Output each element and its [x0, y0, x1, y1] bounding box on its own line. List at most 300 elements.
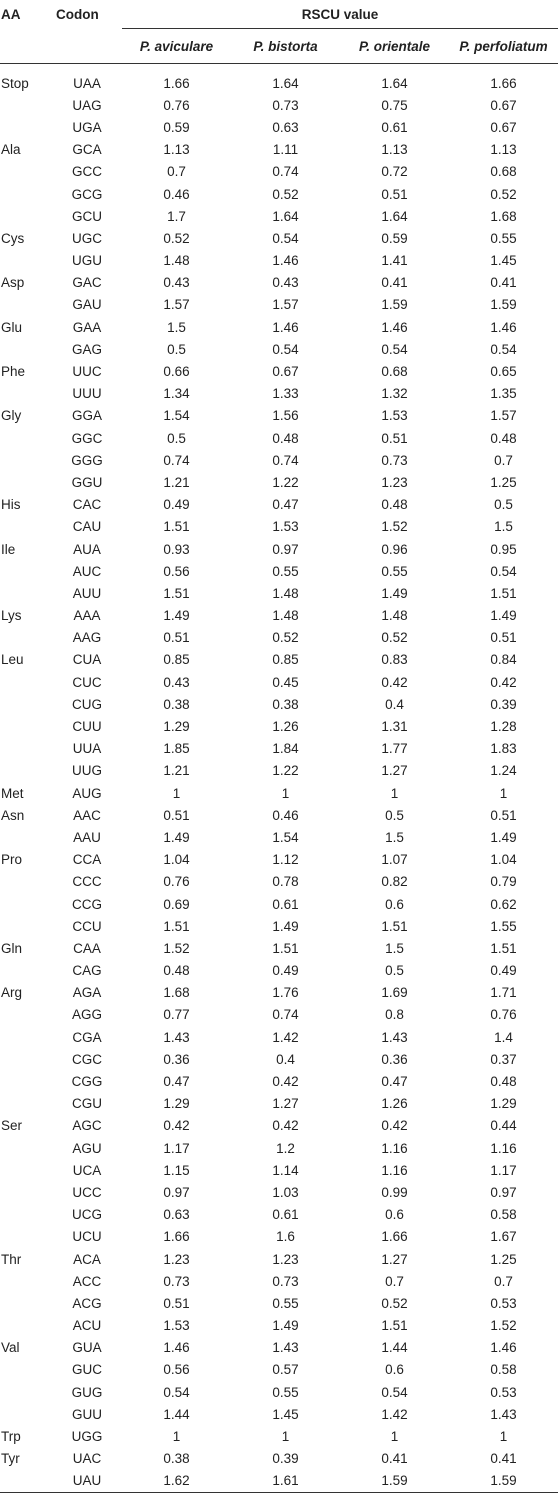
- amino-acid-cell: [0, 693, 52, 715]
- rscu-value-cell: 0.65: [490, 364, 517, 380]
- amino-acid-cell: Asn: [1, 807, 25, 823]
- rscu-value-cell: 0.75: [381, 97, 408, 113]
- amino-acid-cell: [0, 383, 52, 405]
- rscu-value-cell: 0.53: [490, 1295, 517, 1311]
- header-species-3: P. orientale: [340, 29, 449, 64]
- amino-acid-cell: [0, 893, 52, 915]
- rscu-value-cell: 1: [499, 1429, 508, 1445]
- rscu-value-cell: 0.48: [490, 430, 517, 446]
- rscu-value-cell: 0.63: [272, 119, 299, 135]
- rscu-value-cell: 0.42: [272, 1118, 299, 1134]
- rscu-value-cell: 1.45: [272, 1406, 299, 1422]
- table-row: [0, 760, 558, 782]
- codon-cell: AGG: [71, 1007, 102, 1023]
- rscu-value-cell: 0.48: [163, 963, 190, 979]
- table-row: [0, 937, 558, 959]
- rscu-value-cell: 0.48: [490, 1074, 517, 1090]
- rscu-value-cell: 1.64: [272, 75, 299, 91]
- rscu-value-cell: 1.57: [272, 297, 299, 313]
- rscu-value-cell: 0.43: [272, 275, 299, 291]
- table-row: [0, 804, 558, 826]
- amino-acid-cell: Stop: [1, 75, 29, 91]
- table-row: [0, 1337, 558, 1359]
- codon-cell: GUC: [72, 1362, 102, 1378]
- rscu-value-cell: 0.43: [163, 674, 190, 690]
- amino-acid-cell: Ser: [1, 1118, 23, 1134]
- codon-cell: UAG: [72, 97, 102, 113]
- rscu-value-cell: 1.29: [163, 719, 190, 735]
- amino-acid-cell: [0, 915, 52, 937]
- table-row: [0, 1315, 558, 1337]
- amino-acid-cell: [0, 294, 52, 316]
- rscu-value-cell: 1.7: [167, 208, 186, 224]
- rscu-value-cell: 0.6: [385, 1362, 404, 1378]
- rscu-value-cell: 1.53: [272, 519, 299, 535]
- codon-cell: UUG: [72, 763, 102, 779]
- rscu-value-cell: 0.99: [381, 1184, 408, 1200]
- rscu-value-cell: 1: [281, 785, 290, 801]
- rscu-value-cell: 0.51: [163, 807, 190, 823]
- rscu-value-cell: 0.45: [272, 674, 299, 690]
- rscu-value-cell: 1.51: [163, 519, 190, 535]
- rscu-value-cell: 1.76: [272, 985, 299, 1001]
- table-row: [0, 1159, 558, 1181]
- codon-cell: UCA: [72, 1162, 102, 1178]
- rscu-value-cell: 1.43: [272, 1340, 299, 1356]
- rscu-value-cell: 1.07: [381, 852, 408, 868]
- rscu-value-cell: 0.51: [490, 630, 517, 646]
- rscu-value-cell: 0.73: [272, 97, 299, 113]
- rscu-value-cell: 1: [281, 1429, 290, 1445]
- codon-cell: AAC: [73, 807, 101, 823]
- amino-acid-cell: [0, 1470, 52, 1493]
- amino-acid-cell: [0, 205, 52, 227]
- rscu-value-cell: 0.95: [490, 541, 517, 557]
- codon-cell: AGA: [72, 985, 102, 1001]
- rscu-value-cell: 1.64: [381, 208, 408, 224]
- amino-acid-cell: [0, 427, 52, 449]
- rscu-value-cell: 0.37: [490, 1051, 517, 1067]
- rscu-value-cell: 0.55: [381, 563, 408, 579]
- amino-acid-cell: His: [1, 497, 21, 513]
- amino-acid-cell: [0, 627, 52, 649]
- header-species-4: P. perfoliatum: [449, 29, 558, 64]
- rscu-value-cell: 1.44: [163, 1406, 190, 1422]
- table-row: [0, 427, 558, 449]
- amino-acid-cell: [0, 582, 52, 604]
- rscu-value-cell: 0.51: [163, 1295, 190, 1311]
- rscu-value-cell: 1.2: [276, 1140, 295, 1156]
- codon-cell: GAU: [72, 297, 102, 313]
- rscu-value-cell: 0.67: [490, 119, 517, 135]
- table-row: [0, 272, 558, 294]
- rscu-value-cell: 0.54: [381, 1384, 408, 1400]
- rscu-value-cell: 0.47: [381, 1074, 408, 1090]
- codon-cell: CAA: [73, 940, 101, 956]
- table-row: [0, 605, 558, 627]
- table-row: [0, 1403, 558, 1425]
- codon-cell: CAG: [72, 963, 102, 979]
- rscu-value-cell: 1.43: [490, 1406, 517, 1422]
- amino-acid-cell: [0, 1403, 52, 1425]
- codon-cell: AUG: [72, 785, 102, 801]
- rscu-value-cell: 0.97: [163, 1184, 190, 1200]
- table-row: [0, 316, 558, 338]
- codon-cell: GGG: [71, 452, 103, 468]
- rscu-value-cell: 0.6: [385, 1207, 404, 1223]
- amino-acid-cell: [0, 183, 52, 205]
- rscu-value-cell: 0.83: [381, 652, 408, 668]
- rscu-value-cell: 0.59: [163, 119, 190, 135]
- amino-acid-cell: [0, 250, 52, 272]
- rscu-value-cell: 1.31: [381, 719, 408, 735]
- rscu-value-cell: 0.51: [490, 807, 517, 823]
- rscu-value-cell: 1.16: [490, 1140, 517, 1156]
- rscu-value-cell: 0.48: [381, 497, 408, 513]
- rscu-value-cell: 0.52: [163, 230, 190, 246]
- rscu-value-cell: 1.22: [272, 763, 299, 779]
- table-row: [0, 826, 558, 848]
- amino-acid-cell: [0, 116, 52, 138]
- rscu-value-cell: 1.46: [272, 319, 299, 335]
- rscu-value-cell: 0.61: [272, 896, 299, 912]
- amino-acid-cell: [0, 449, 52, 471]
- amino-acid-cell: [0, 960, 52, 982]
- codon-cell: AAG: [72, 630, 102, 646]
- rscu-value-cell: 0.78: [272, 874, 299, 890]
- codon-cell: GUG: [71, 1384, 103, 1400]
- rscu-value-cell: 1.53: [163, 1318, 190, 1334]
- codon-cell: GGA: [71, 408, 102, 424]
- amino-acid-cell: [0, 1270, 52, 1292]
- rscu-value-cell: 0.49: [490, 963, 517, 979]
- codon-cell: UCC: [72, 1184, 102, 1200]
- rscu-value-cell: 0.93: [163, 541, 190, 557]
- rscu-value-cell: 0.72: [381, 164, 408, 180]
- table-row: [0, 116, 558, 138]
- codon-cell: GCA: [72, 142, 102, 158]
- rscu-value-cell: 1.5: [385, 829, 404, 845]
- rscu-value-cell: 0.39: [490, 696, 517, 712]
- amino-acid-cell: [0, 671, 52, 693]
- amino-acid-cell: Asp: [1, 275, 25, 291]
- table-row: [0, 471, 558, 493]
- rscu-value-cell: 1.66: [381, 1229, 408, 1245]
- rscu-value-cell: 1.49: [272, 918, 299, 934]
- codon-cell: UAA: [73, 75, 101, 91]
- rscu-value-cell: 1.13: [163, 142, 190, 158]
- codon-cell: CUC: [72, 674, 102, 690]
- rscu-value-cell: 1.21: [163, 763, 190, 779]
- rscu-value-cell: 1.49: [490, 608, 517, 624]
- rscu-value-cell: 1.54: [163, 408, 190, 424]
- amino-acid-cell: [0, 871, 52, 893]
- rscu-value-cell: 1.45: [490, 253, 517, 269]
- amino-acid-cell: [0, 471, 52, 493]
- rscu-value-cell: 1.04: [490, 852, 517, 868]
- codon-cell: GUA: [72, 1340, 102, 1356]
- codon-cell: CUA: [72, 652, 102, 668]
- rscu-value-cell: 1.66: [163, 1229, 190, 1245]
- table-row: [0, 383, 558, 405]
- rscu-value-cell: 0.54: [381, 341, 408, 357]
- table-row: [0, 1093, 558, 1115]
- rscu-value-cell: 1.54: [272, 829, 299, 845]
- table-row: [0, 338, 558, 360]
- amino-acid-cell: Thr: [1, 1251, 22, 1267]
- rscu-value-cell: 1.29: [490, 1096, 517, 1112]
- rscu-value-cell: 1.51: [163, 918, 190, 934]
- rscu-value-cell: 1.41: [381, 253, 408, 269]
- table-row: [0, 693, 558, 715]
- rscu-value-cell: 1.17: [163, 1140, 190, 1156]
- rscu-value-cell: 0.55: [272, 1384, 299, 1400]
- rscu-value-cell: 1.03: [272, 1184, 299, 1200]
- amino-acid-cell: [0, 560, 52, 582]
- rscu-value-cell: 1.52: [163, 940, 190, 956]
- codon-cell: CCA: [72, 852, 102, 868]
- table-row: [0, 205, 558, 227]
- codon-cell: GGU: [71, 474, 103, 490]
- rscu-value-cell: 1: [172, 1429, 181, 1445]
- table-header: [0, 0, 558, 64]
- codon-cell: UUU: [72, 386, 102, 402]
- rscu-value-cell: 1.68: [163, 985, 190, 1001]
- rscu-value-cell: 0.4: [385, 696, 404, 712]
- rscu-value-cell: 0.76: [490, 1007, 517, 1023]
- table-row: [0, 227, 558, 249]
- rscu-value-cell: 1.13: [381, 142, 408, 158]
- amino-acid-cell: Leu: [1, 652, 24, 668]
- rscu-value-cell: 1.53: [381, 408, 408, 424]
- table-row: [0, 494, 558, 516]
- rscu-value-cell: 1.23: [163, 1251, 190, 1267]
- rscu-value-cell: 0.5: [167, 341, 186, 357]
- codon-cell: AAU: [73, 829, 101, 845]
- rscu-value-cell: 1.34: [163, 386, 190, 402]
- rscu-value-cell: 0.46: [272, 807, 299, 823]
- rscu-value-cell: 1.56: [272, 408, 299, 424]
- rscu-value-cell: 0.85: [272, 652, 299, 668]
- rscu-value-cell: 0.55: [272, 563, 299, 579]
- codon-cell: UUA: [72, 741, 102, 757]
- header-rscu-value: RSCU value: [122, 0, 558, 29]
- amino-acid-cell: Trp: [1, 1429, 21, 1445]
- codon-cell: GAA: [72, 319, 102, 335]
- amino-acid-cell: [0, 161, 52, 183]
- table-row: [0, 715, 558, 737]
- rscu-value-cell: 0.96: [381, 541, 408, 557]
- amino-acid-cell: Gly: [1, 408, 22, 424]
- codon-cell: CCG: [72, 896, 102, 912]
- rscu-value-cell: 0.52: [381, 630, 408, 646]
- rscu-value-cell: 0.4: [276, 1051, 295, 1067]
- rscu-value-cell: 0.41: [381, 275, 408, 291]
- rscu-value-cell: 0.67: [272, 364, 299, 380]
- rscu-value-cell: 1.49: [163, 608, 190, 624]
- rscu-value-cell: 1.46: [490, 1340, 517, 1356]
- rscu-value-cell: 0.38: [163, 1451, 190, 1467]
- rscu-value-cell: 1.43: [163, 1029, 190, 1045]
- rscu-value-cell: 0.85: [163, 652, 190, 668]
- rscu-value-cell: 1.48: [381, 608, 408, 624]
- rscu-value-cell: 0.68: [381, 364, 408, 380]
- rscu-value-cell: 1.85: [163, 741, 190, 757]
- rscu-value-cell: 1.49: [272, 1318, 299, 1334]
- rscu-value-cell: 1.35: [490, 386, 517, 402]
- rscu-value-cell: 0.36: [163, 1051, 190, 1067]
- codon-cell: ACA: [73, 1251, 101, 1267]
- codon-cell: AUU: [72, 585, 102, 601]
- rscu-value-cell: 1.51: [163, 585, 190, 601]
- rscu-value-cell: 0.5: [385, 963, 404, 979]
- rscu-value-cell: 0.56: [163, 1362, 190, 1378]
- rscu-value-cell: 0.51: [381, 430, 408, 446]
- header-aa: AA: [0, 0, 52, 64]
- amino-acid-cell: Pro: [1, 852, 23, 868]
- rscu-value-cell: 1.46: [490, 319, 517, 335]
- codon-cell: CGU: [72, 1096, 102, 1112]
- table-row: [0, 1359, 558, 1381]
- codon-cell: GCG: [71, 186, 103, 202]
- rscu-value-cell: 1.52: [490, 1318, 517, 1334]
- table-row: [0, 1292, 558, 1314]
- rscu-value-cell: 1.77: [381, 741, 408, 757]
- table-row: [0, 449, 558, 471]
- table-row: [0, 1425, 558, 1447]
- rscu-value-cell: 0.77: [163, 1007, 190, 1023]
- rscu-value-cell: 1.5: [494, 519, 513, 535]
- table-row: [0, 1004, 558, 1026]
- rscu-value-cell: 1.83: [490, 741, 517, 757]
- codon-cell: UAC: [72, 1451, 102, 1467]
- codon-cell: GCC: [72, 164, 102, 180]
- rscu-value-cell: 1.51: [272, 940, 299, 956]
- header-codon: Codon: [52, 0, 122, 64]
- rscu-value-cell: 1.26: [272, 719, 299, 735]
- rscu-value-cell: 0.58: [490, 1362, 517, 1378]
- table-row: [0, 1270, 558, 1292]
- table-row: [0, 671, 558, 693]
- table-row: [0, 782, 558, 804]
- rscu-value-cell: 0.39: [272, 1451, 299, 1467]
- table-row: [0, 161, 558, 183]
- rscu-value-cell: 1.46: [381, 319, 408, 335]
- table-row: [0, 360, 558, 382]
- amino-acid-cell: Cys: [1, 230, 25, 246]
- amino-acid-cell: Glu: [1, 319, 23, 335]
- rscu-value-cell: 0.63: [163, 1207, 190, 1223]
- amino-acid-cell: [0, 1048, 52, 1070]
- codon-cell: AGC: [72, 1118, 102, 1134]
- rscu-value-cell: 0.54: [272, 341, 299, 357]
- header-species-2: P. bistorta: [231, 29, 340, 64]
- rscu-value-cell: 1.69: [381, 985, 408, 1001]
- rscu-value-cell: 0.7: [494, 1273, 513, 1289]
- rscu-value-cell: 1.6: [276, 1229, 295, 1245]
- rscu-value-cell: 1.71: [490, 985, 517, 1001]
- rscu-value-cell: 1.48: [272, 585, 299, 601]
- rscu-value-cell: 0.47: [163, 1074, 190, 1090]
- rscu-value-cell: 0.52: [381, 1295, 408, 1311]
- amino-acid-cell: Gln: [1, 940, 23, 956]
- rscu-value-cell: 0.61: [381, 119, 408, 135]
- rscu-value-cell: 0.73: [163, 1273, 190, 1289]
- rscu-value-cell: 1: [390, 1429, 399, 1445]
- rscu-value-cell: 1: [172, 785, 181, 801]
- rscu-value-cell: 1.43: [381, 1029, 408, 1045]
- amino-acid-cell: Met: [1, 785, 24, 801]
- table-row: [0, 738, 558, 760]
- codon-cell: CGA: [72, 1029, 102, 1045]
- codon-cell: ACC: [72, 1273, 102, 1289]
- rscu-value-cell: 0.49: [163, 497, 190, 513]
- rscu-value-cell: 0.69: [163, 896, 190, 912]
- rscu-value-cell: 1: [390, 785, 399, 801]
- rscu-value-cell: 0.49: [272, 963, 299, 979]
- table-row: [0, 649, 558, 671]
- codon-cell: CCC: [72, 874, 102, 890]
- rscu-value-cell: 0.42: [381, 674, 408, 690]
- table-row: [0, 560, 558, 582]
- rscu-value-cell: 0.76: [163, 874, 190, 890]
- amino-acid-cell: [0, 1070, 52, 1092]
- rscu-value-cell: 0.52: [272, 630, 299, 646]
- rscu-value-cell: 0.8: [385, 1007, 404, 1023]
- rscu-value-cell: 0.68: [490, 164, 517, 180]
- amino-acid-cell: [0, 1381, 52, 1403]
- table-row: [0, 294, 558, 316]
- rscu-value-cell: 0.55: [272, 1295, 299, 1311]
- codon-cell: UGU: [72, 253, 102, 269]
- rscu-value-cell: 1.84: [272, 741, 299, 757]
- rscu-value-cell: 0.38: [272, 696, 299, 712]
- amino-acid-cell: [0, 1181, 52, 1203]
- codon-cell: GAG: [71, 341, 102, 357]
- rscu-value-cell: 1.59: [449, 1470, 558, 1493]
- rscu-value-cell: 0.52: [490, 186, 517, 202]
- rscu-value-cell: 0.41: [490, 275, 517, 291]
- table-row: [0, 1070, 558, 1092]
- codon-cell: GAC: [72, 275, 102, 291]
- rscu-value-cell: 0.47: [272, 497, 299, 513]
- rscu-value-cell: 1.27: [272, 1096, 299, 1112]
- rscu-value-cell: 1.33: [272, 386, 299, 402]
- codon-cell: ACG: [72, 1295, 102, 1311]
- rscu-value-cell: 1.48: [272, 608, 299, 624]
- rscu-value-cell: 0.5: [167, 430, 186, 446]
- rscu-value-cell: 0.59: [381, 230, 408, 246]
- table-row: [0, 250, 558, 272]
- codon-cell: GGC: [71, 430, 103, 446]
- table-row: [0, 1248, 558, 1270]
- rscu-value-cell: 0.79: [490, 874, 517, 890]
- rscu-value-cell: 0.42: [381, 1118, 408, 1134]
- rscu-value-cell: 0.5: [385, 807, 404, 823]
- rscu-value-cell: 1.64: [272, 208, 299, 224]
- rscu-value-cell: 1.24: [490, 763, 517, 779]
- rscu-value-cell: 1.61: [231, 1470, 340, 1493]
- rscu-value-cell: 0.74: [272, 1007, 299, 1023]
- rscu-value-cell: 1.16: [381, 1140, 408, 1156]
- amino-acid-cell: [0, 516, 52, 538]
- rscu-value-cell: 0.57: [272, 1362, 299, 1378]
- amino-acid-cell: Tyr: [1, 1451, 20, 1467]
- table-row: [0, 1115, 558, 1137]
- codon-cell: ACU: [72, 1318, 102, 1334]
- rscu-value-cell: 0.55: [490, 230, 517, 246]
- rscu-value-cell: 1.59: [381, 297, 408, 313]
